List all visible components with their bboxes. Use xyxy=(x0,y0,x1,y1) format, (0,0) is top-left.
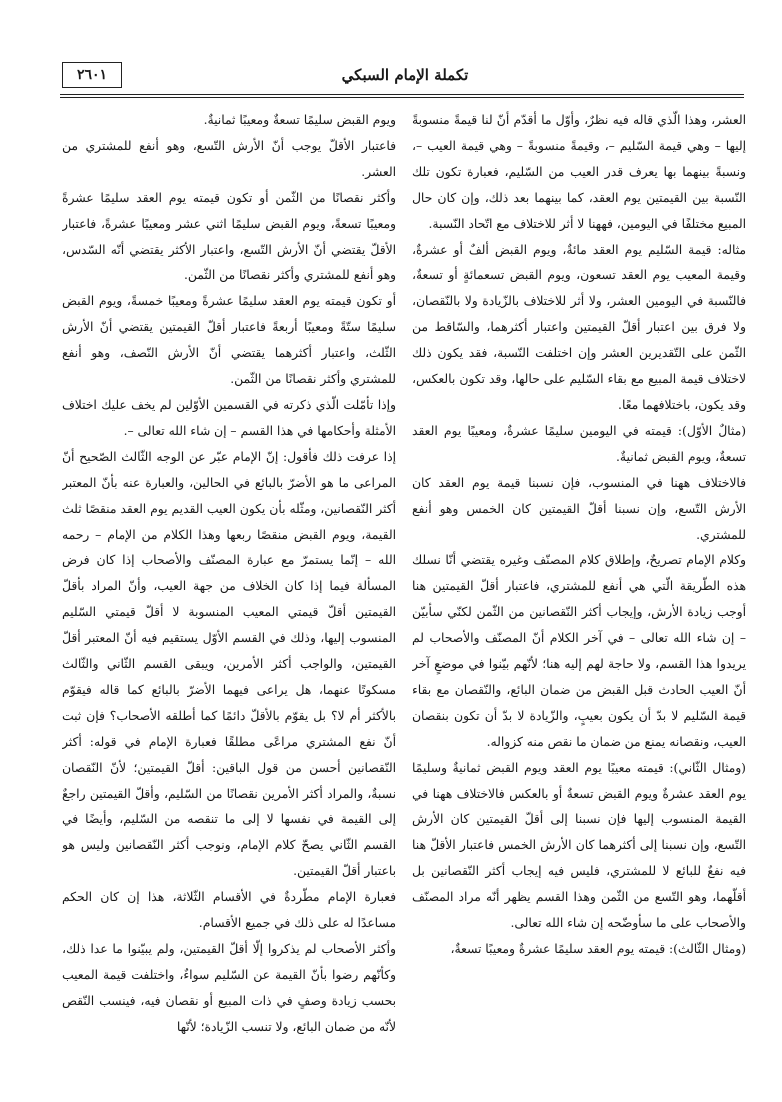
left-column xyxy=(62,108,396,1088)
header-rule xyxy=(60,94,744,95)
paragraph: (ومثال الثّالث): قيمته يوم العقد سليمًا عشرةٌ ومعيبًا تسعةٌ، xyxy=(450,942,746,956)
paragraph: (مثالٌ الأوّل): قيمته في اليومين سليمًا عشرةٌ، ومعيبًا يوم العقد تسعةٌ، ويوم القبض ثمانيةٌ. xyxy=(412,423,746,464)
paragraph: (ومثال الثّاني): قيمته معيبًا يوم العقد ويوم القبض ثمانيةٌ وسليمًا يوم العقد عشرةٌ ويوم القبض تسعةٌ أو بالعكس فالاختلاف ههنا في القيمة المنسوب إليها فإن نسبنا إلى أقلّ القيمتين كان الأرش التّسع، وإن نسبنا إلى أكثرهما كان الأرش الخمس فاعتبار الأقلّ هنا فيه نفعٌ للبائع لا للمشتري، فليس فيه إيجاب أكثر النّقصانين بل أقلّهما، وهو التّسع من الثّمن وهذا القسم يظهر أنّه مراد المصنّف والأصحاب على ما سأوضّحه إن شاء الله تعالى. xyxy=(412,760,746,931)
page-number: ٢٦٠١ xyxy=(62,62,122,88)
paragraph: العشر، وهذا الّذي قاله فيه نظرٌ، وأوّل ما أقدّم أنّ لنا قيمةً منسوبةً إليها – وهي قيمة السّليم –، وقيمةً منسوبةً – وهي قيمة العيب –، ونسبةً بينهما بها يعرف قدر العيب من السّليم، فعبارة تكون تلك النّسبة بين القيمتين يوم العقد، كما بينهما بعد ذلك، وإن كان حال المبيع مختلفًا في اليومين، فههنا لا أثر للاختلاف مع اتّحاد النّسبة. xyxy=(412,113,746,231)
paragraph: وكلام الإمام تصريحٌ، وإطلاق كلام المصنّف وغيره يقتضي أنّا نسلك هذه الطّريقة الّتي هي أنفع للمشتري، فاعتبار أقلّ القيمتين هنا أوجب زيادة الأرش، وإيجاب أكثر النّقصانين من الثّمن لكنّي سأبيّن – إن شاء الله تعالى – في آخر الكلام أنّ المصنّف والأصحاب لم يريدوا هذا القسم، ولا حاجة لهم إليه هنا؛ لأنّهم بيّنوا في موضعٍ آخر أنّ العيب الحادث قبل القبض من ضمان البائع، والنّقصان مع بقاء قيمة السّليم لا بدّ أن يكون بعيبٍ، والزّيادة لا بدّ أن تكون بنقصان العيب، ونقصانه يمنع من ضمان ما نقص منه كزواله. xyxy=(412,553,746,749)
header-rule-second xyxy=(60,97,744,98)
paragraph: فالاختلاف ههنا في المنسوب، فإن نسبنا قيمة يوم العقد كان الأرش التّسع، وإن نسبنا أقلّ القيمتين كان الخمس وهو أنفع للمشتري. xyxy=(412,475,746,542)
paragraph: وإذا تأمّلت الّذي ذكرته في القسمين الأوّلين لم يخف عليك اختلاف الأمثلة وأحكامها في هذا القسم – إن شاء الله تعالى –. xyxy=(62,397,396,438)
page-header xyxy=(62,62,748,88)
paragraph: مثاله: قيمة السّليم يوم العقد مائةٌ، ويوم القبض ألفٌ أو عشرةٌ، وقيمة المعيب يوم العقد تسعون، ويوم القبض تسعمائةٍ أو تسعةٌ، فالنّسبة في اليومين العشر، ولا أثر للاختلاف بالزّيادة ولا بالنّقصان، ولا فرق بين اعتبار أقلّ القيمتين واعتبار أكثرهما، والسّاقط من الثّمن على التّقديرين العشر وإن اختلفت النّسبة، فقد يكون ذلك لاختلاف قيمة المبيع مع بقاء السّليم على حالها، وقد تكون بالعكس، وقد يكون، باختلافهما معًا. xyxy=(412,242,746,412)
paragraph: إذا عرفت ذلك فأقول: إنّ الإمام عبّر عن الوجه الثّالث الصّحيح أنّ المراعى ما هو الأضرّ بالبائع في الحالين، والعبارة عنه بأنّ المعتبر أكثر النّقصانين، ومثّله بأن يكون العيب القديم يوم العقد منقصًا ثلث القيمة، ويوم القبض منقصًا ربعها وهذا الكلام من الإمام – رحمه الله – إنّما يستمرّ مع عبارة المصنّف والأصحاب إذا كان فرض المسألة فيما إذا كان الخلاف من جهة العيب، وأنّ المراد بأقلّ القيمتين أقلّ قيمتي المعيب المنسوبة لا أقلّ قيمتي السّليم المنسوب إليها، وذلك في القسم الأوّل يستقيم فيه أنّ المعتبر أقلّ القيمتين، والواجب أكثر الأمرين، ويبقى القسم الثّاني والثّالث مسكوتًا عنهما، هل يراعى فيهما الأضرّ بالبائع كما قاله فيقوّم بالأكثر أم لا؟ بل يقوّم بالأقلّ دائمًا كما أطلقه الأصحاب؟ فإن ثبت أنّ نفع المشتري مراعًى مطلقًا فعبارة الإمام في قوله: أكثر النّقصانين أحسن من قول الباقين: أقلّ القيمتين؛ لأنّ النّقصان نسبةٌ، والمراد أكثر الأمرين نقصانًا من السّليم، وأقلّ القيمتين راجعٌ إلى القيمة في نفسها لا إلى ما تنقصه من السّليم، وأيضًا في القسم الثّاني يصحّ كلام الإمام، ونوجب أكثر النّقصانين وليس هو باعتبار أقلّ القيمتين. xyxy=(62,449,396,879)
running-title: تكملة الإمام السبكي xyxy=(341,66,469,84)
right-column xyxy=(412,108,746,1088)
paragraph: وأكثر نقصانًا من الثّمن أو تكون قيمته يوم العقد سليمًا عشرةً ومعيبًا تسعةً، ويوم القبض سليمًا اثني عشر ومعيبًا عشرةً، فاعتبار الأقلّ يقتضي أنّ الأرش التّسع، واعتبار الأكثر يقتضي أنّه السّدس، وهو أنفع للمشتري وأكثر نقصانًا من الثّمن. xyxy=(62,190,396,283)
paragraph: فاعتبار الأقلّ يوجب أنّ الأرش التّسع، وهو أنفع للمشتري من العشر. xyxy=(62,138,396,179)
paragraph: وأكثر الأصحاب لم يذكروا إلّا أقلّ القيمتين، ولم يبيّنوا ما عدا ذلك، وكأنّهم رضوا بأنّ القيمة عن السّليم سواءٌ، واختلفت قيمة المعيب بحسب زيادة وصفٍ في ذات المبيع أو نقصان فيه، فينسب النّقص لأنّه من ضمان البائع، ولا تنسب الزّيادة؛ لأنّها xyxy=(62,942,396,1034)
paragraph: ويوم القبض سليمًا تسعةٌ ومعيبًا ثمانيةٌ. xyxy=(203,113,396,127)
paragraph: أو تكون قيمته يوم العقد سليمًا عشرةً ومعيبًا خمسةً، ويوم القبض سليمًا ستّةً ومعيبًا أربعةً فاعتبار أقلّ القيمتين يقتضي أنّ الأرش الثّلث، واعتبار أكثرهما يقتضي أنّ الأرش النّصف، وهو أنفع للمشتري وأكثر نقصانًا من الثّمن. xyxy=(62,294,396,387)
paragraph: فعبارة الإمام مطّردةٌ في الأقسام الثّلاثة، هذا إن كان الحكم مساعدًا له على ذلك في جميع الأقسام. xyxy=(62,890,396,931)
